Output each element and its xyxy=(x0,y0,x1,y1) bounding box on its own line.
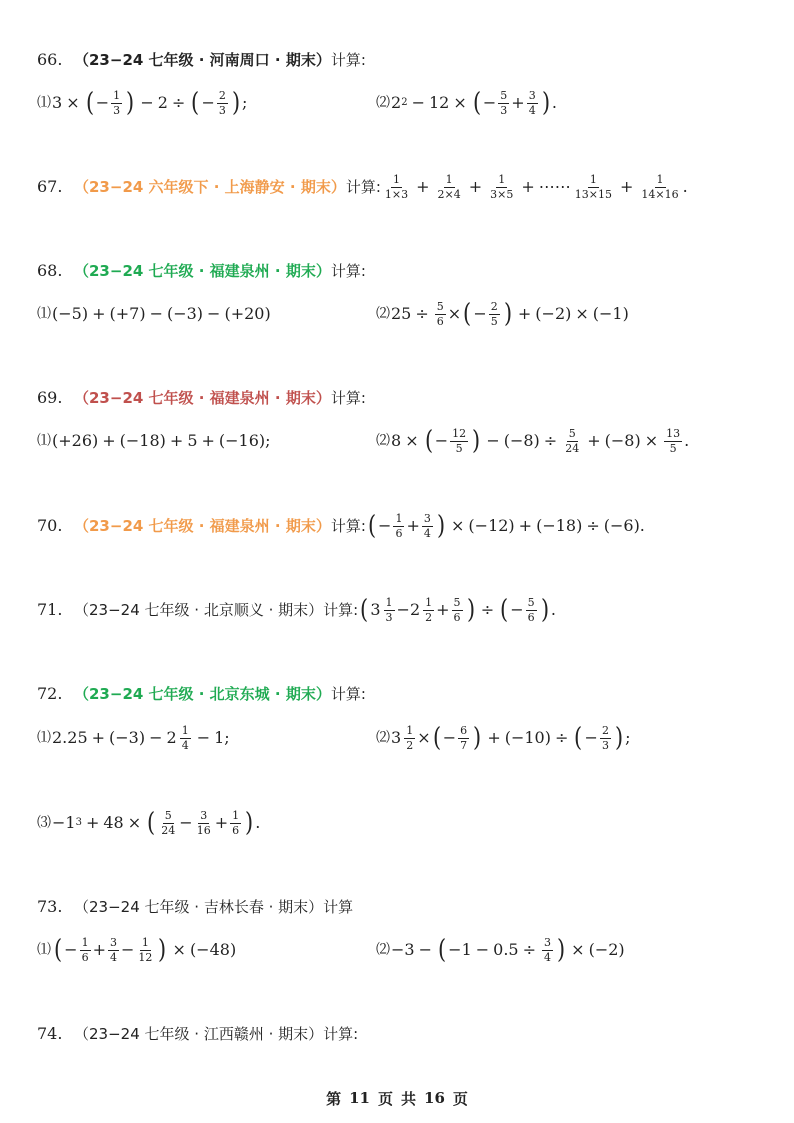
question-68-parts xyxy=(0,297,794,331)
question-label: 计算: xyxy=(330,516,366,535)
math-expression: −1 3 + 48 × ( $\frac{5}{24}$ − $\frac{3}{16}$ + $\frac{1}{6}$ ) . xyxy=(52,808,261,838)
question-68-header xyxy=(0,254,794,288)
question-source: （23−24 七年级 · 福建泉州 · 期末） xyxy=(74,388,331,407)
question-number: 67. xyxy=(37,177,63,196)
part-index: ⑵ xyxy=(376,95,390,111)
question-source: （23−24 六年级下 · 上海静安 · 期末） xyxy=(74,177,346,196)
question-source: （23−24 七年级 · 福建泉州 · 期末） xyxy=(74,516,331,535)
question-number: 66. xyxy=(37,50,63,69)
total-pages: 16 xyxy=(424,1089,445,1107)
question-73-parts xyxy=(0,933,794,967)
part-index: ⑵ xyxy=(376,306,390,322)
math-expression: 3 × ( − $\frac{1}{3}$ ) − 2 ÷ ( − $\frac{2}{3}$ ) ; xyxy=(52,88,248,118)
part-2 xyxy=(376,297,629,331)
question-71 xyxy=(0,593,794,627)
footer-text: 共 xyxy=(401,1089,417,1108)
page-number: 11 xyxy=(349,1089,370,1107)
math-expression: 25 ÷ $\frac{5}{6}$ × ( − $\frac{2}{5}$ ) + (−2) × (−1) xyxy=(391,299,629,329)
part-index: ⑵ xyxy=(376,433,390,449)
part-2 xyxy=(376,721,630,755)
part-index: ⑴ xyxy=(37,306,51,322)
question-label: 计算: xyxy=(323,600,359,619)
question-69-parts xyxy=(0,424,794,458)
question-source: （23−24 七年级 · 江西赣州 · 期末） xyxy=(74,1024,324,1043)
question-66-parts xyxy=(0,86,794,120)
question-label: 计算: xyxy=(323,1024,359,1043)
question-number: 71. xyxy=(37,600,63,619)
question-number: 69. xyxy=(37,388,63,407)
math-expression: 8 × ( − $\frac{12}{5}$ ) − (−8) ÷ $\frac{5}{24}$ + (−8) × $\frac{13}{5}$ . xyxy=(391,426,690,456)
part-1 xyxy=(37,933,236,967)
math-expression: (+26) + (−18) + 5 + (−16); xyxy=(52,431,271,450)
part-2 xyxy=(376,86,557,120)
math-expression: ( − $\frac{1}{6}$ + $\frac{3}{4}$ − $\frac{1}{12}$ ) × (−48) xyxy=(54,935,237,965)
math-expression: −3 − ( −1 − 0.5 ÷ $\frac{3}{4}$ ) × (−2) xyxy=(391,935,625,965)
part-1 xyxy=(37,424,271,458)
part-3 xyxy=(37,806,260,840)
question-70 xyxy=(0,509,794,543)
part-index: ⑴ xyxy=(37,942,51,958)
question-label: 计算: xyxy=(330,50,366,69)
math-expression: ( 3 $\frac{1}{3}$ − 2 $\frac{1}{2}$ + $\frac{5}{6}$ ) ÷ ( − $\frac{5}{6}$ ) . xyxy=(360,595,556,625)
part-1 xyxy=(37,86,247,120)
question-source: （23−24 七年级 · 北京东城 · 期末） xyxy=(74,684,331,703)
math-expression: ( − $\frac{1}{6}$ + $\frac{3}{4}$ ) × (−12) + (−18) ÷ (−6). xyxy=(367,511,645,541)
part-index: ⑴ xyxy=(37,95,51,111)
part-index: ⑵ xyxy=(376,730,390,746)
question-number: 70. xyxy=(37,516,63,535)
question-73-header xyxy=(0,890,794,924)
question-72-parts xyxy=(0,721,794,755)
part-1 xyxy=(37,297,271,331)
question-source: （23−24 七年级 · 福建泉州 · 期末） xyxy=(74,261,331,280)
question-74-header xyxy=(0,1017,794,1051)
math-expression: $\frac{1}{1\times 3}$ + $\frac{1}{2\times 4}$ + $\frac{1}{3\times 5}$ + ⋯⋯ $\frac{1}{13\times 15}$ + $\frac{1}{14\times 16}$ . xyxy=(384,172,688,201)
question-source: （23−24 七年级 · 北京顺义 · 期末） xyxy=(74,600,324,619)
question-source: （23−24 七年级 · 吉林长春 · 期末） xyxy=(74,897,324,916)
question-label: 计算 xyxy=(323,897,354,916)
question-72-header xyxy=(0,677,794,711)
part-index: ⑵ xyxy=(376,942,390,958)
part-2 xyxy=(376,424,689,458)
footer-text: 第 xyxy=(326,1089,342,1108)
question-number: 68. xyxy=(37,261,63,280)
footer-text: 页 xyxy=(377,1089,393,1108)
math-expression: 3 $\frac{1}{2}$ × ( − $\frac{6}{7}$ ) + (−10) ÷ ( − $\frac{2}{3}$ ) ; xyxy=(391,723,631,753)
question-label: 计算: xyxy=(330,388,366,407)
question-label: 计算: xyxy=(330,684,366,703)
question-67 xyxy=(0,170,794,204)
footer-text: 页 xyxy=(452,1089,468,1108)
part-index: ⑴ xyxy=(37,730,51,746)
part-index: ⑴ xyxy=(37,433,51,449)
math-expression: 2 2 − 12 × ( − $\frac{5}{3}$ + $\frac{3}{4}$ ) . xyxy=(391,88,557,118)
part-1 xyxy=(37,721,230,755)
question-number: 72. xyxy=(37,684,63,703)
part-2 xyxy=(376,933,625,967)
page-footer xyxy=(0,1086,794,1110)
part-index: ⑶ xyxy=(37,815,51,831)
math-expression: 2.25 + (−3) − 2 $\frac{1}{4}$ − 1; xyxy=(52,723,230,752)
question-66-header xyxy=(0,43,794,77)
question-source: （23−24 七年级 · 河南周口 · 期末） xyxy=(74,50,331,69)
question-label: 计算: xyxy=(330,261,366,280)
math-expression: (−5) + (+7) − (−3) − (+20) xyxy=(52,304,271,323)
question-72-part-3 xyxy=(0,806,794,840)
question-label: 计算: xyxy=(345,177,381,196)
question-number: 73. xyxy=(37,897,63,916)
question-number: 74. xyxy=(37,1024,63,1043)
question-69-header xyxy=(0,381,794,415)
